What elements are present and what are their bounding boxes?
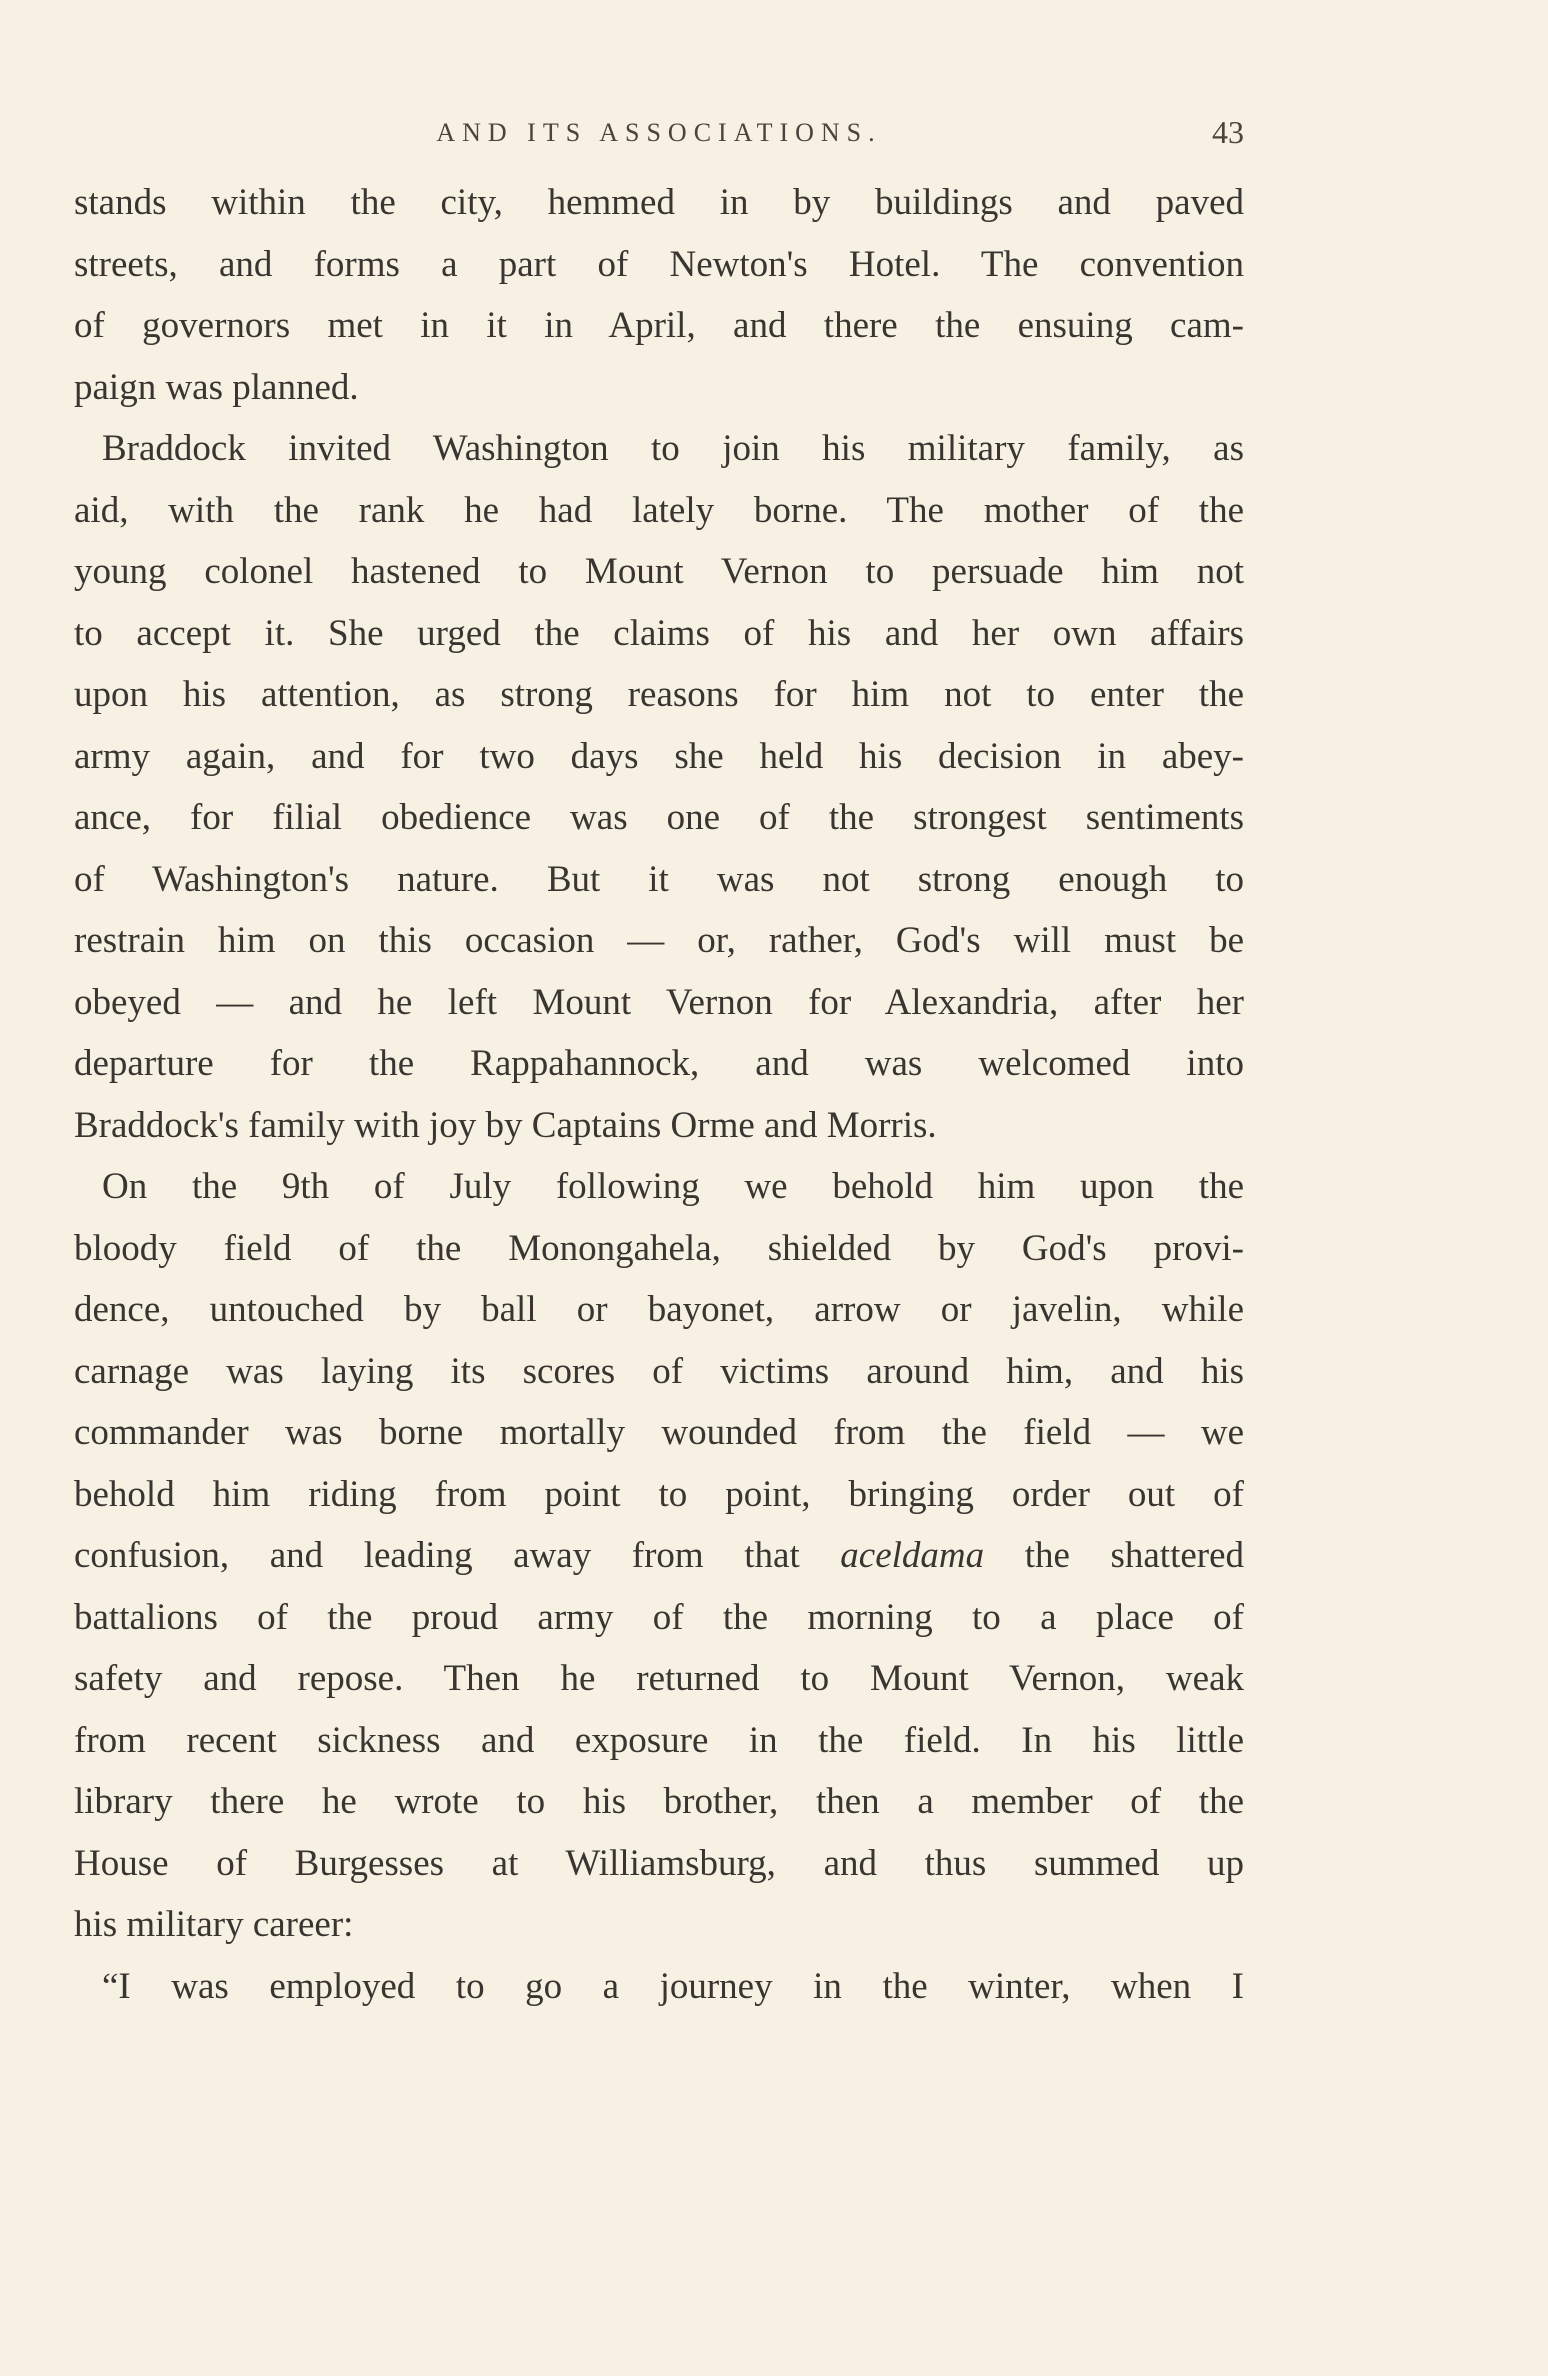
text-line: battalions of the proud army of the morning to a place of [74, 1596, 1244, 1638]
running-head: AND ITS ASSOCIATIONS. [436, 118, 882, 147]
paragraph-start-line: “I was employed to go a journey in the winter, when I [102, 1965, 1244, 2007]
text-line: carnage was laying its scores of victims around him, and his [74, 1350, 1244, 1392]
text-line: streets, and forms a part of Newton's Hotel. The convention [74, 243, 1244, 285]
italic-word: aceldama [840, 1535, 985, 1576]
text-line: obeyed — and he left Mount Vernon for Alexandria, after her [74, 981, 1244, 1023]
text-line: restrain him on this occasion — or, rather, God's will must be [74, 920, 1244, 961]
text-line: to accept it. She urged the claims of his and her own affairs [74, 612, 1244, 654]
text-line: safety and repose. Then he returned to Mount Vernon, weak [74, 1658, 1244, 1699]
running-header [74, 114, 1244, 158]
page-number: 43 [1212, 114, 1244, 150]
text-line: behold him riding from point to point, bringing order out of [74, 1473, 1244, 1515]
text-line: of Washington's nature. But it was not strong enough to [74, 858, 1244, 900]
text-line: stands within the city, hemmed in by buildings and paved [74, 182, 1244, 223]
text-line: commander was borne mortally wounded from the field — we [74, 1412, 1244, 1453]
text-line: army again, and for two days she held his decision in abey- [74, 735, 1244, 777]
text-line: young colonel hastened to Mount Vernon to persuade him not [74, 551, 1244, 592]
text-line: Braddock's family with joy by Captains Orme and Morris. [74, 1104, 937, 1146]
text-line: dence, untouched by ball or bayonet, arrow or javelin, while [74, 1289, 1244, 1330]
text-line: bloody field of the Monongahela, shielded by God's provi- [74, 1227, 1244, 1269]
text-line: his military career: [74, 1904, 354, 1945]
text-line: aid, with the rank he had lately borne. The mother of the [74, 489, 1244, 531]
text-line-with-italic [74, 1525, 1244, 1587]
line-segment: the shattered [984, 1535, 1245, 1576]
text-line: House of Burgesses at Williamsburg, and thus summed up [74, 1842, 1244, 1884]
text-line: from recent sickness and exposure in the field. In his little [74, 1719, 1244, 1761]
text-line: departure for the Rappahannock, and was welcomed into [74, 1043, 1244, 1084]
text-line: ance, for filial obedience was one of the strongest sentiments [74, 797, 1244, 838]
text-line: of governors met in it in April, and there the ensuing cam- [74, 305, 1244, 346]
paragraph-start-line: Braddock invited Washington to join his military family, as [102, 428, 1244, 469]
text-line: library there he wrote to his brother, then a member of the [74, 1781, 1244, 1822]
body-text [74, 172, 1244, 2017]
paragraph-start-line: On the 9th of July following we behold him upon the [102, 1166, 1244, 1207]
text-line: paign was planned. [74, 366, 359, 408]
text-line: upon his attention, as strong reasons for him not to enter the [74, 674, 1244, 715]
line-segment: confusion, and leading away from that [74, 1535, 841, 1576]
